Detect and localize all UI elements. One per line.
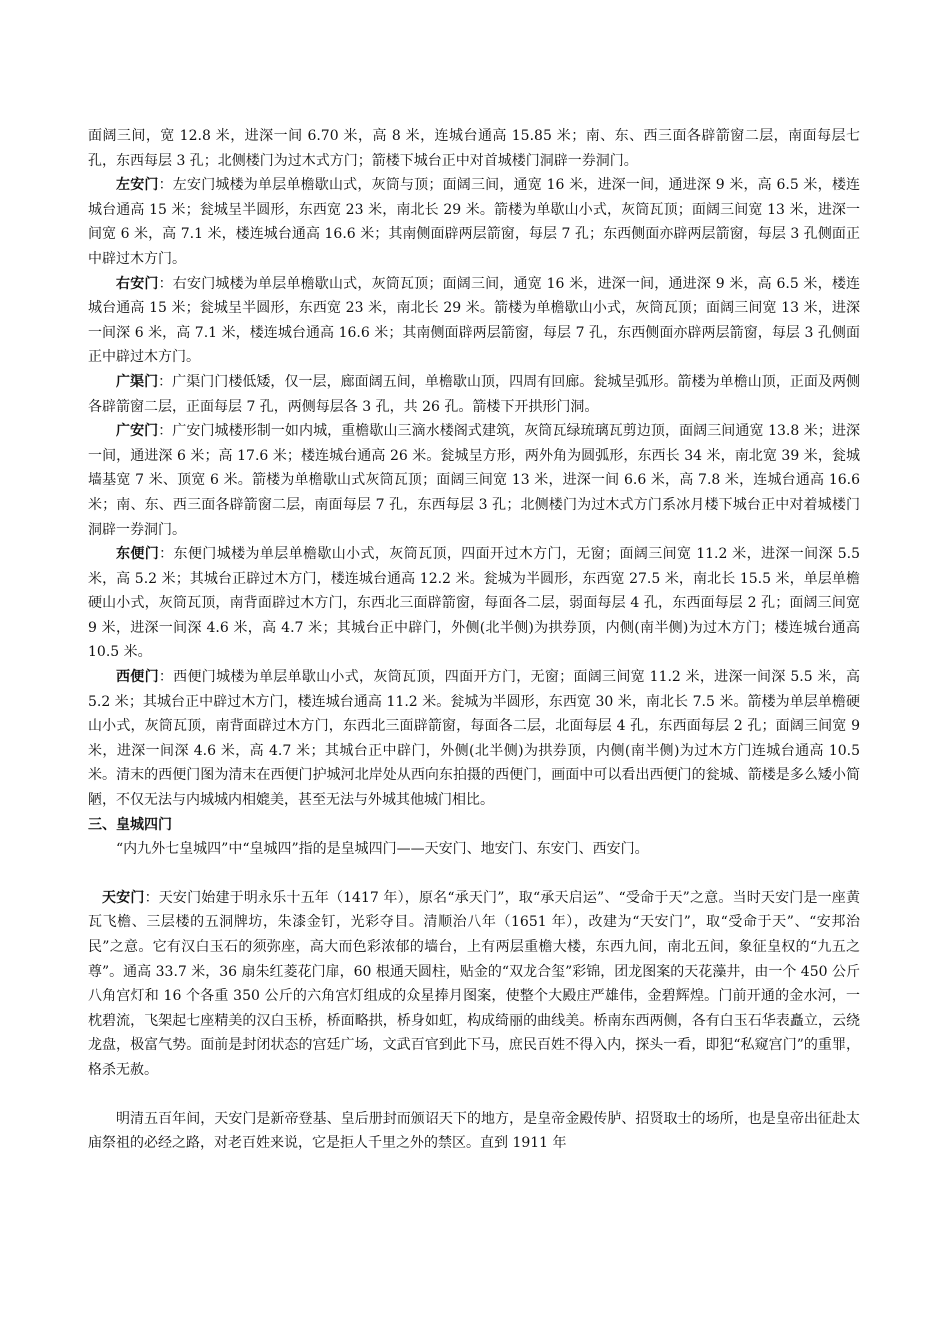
paragraph-dongbianmen [88,542,860,665]
paragraph-zuoanmen [88,173,860,271]
gate-description: ：广渠门门楼低矮，仅一层，廊面阔五间，单檐歇山顶，四周有回廊。瓮城呈弧形。箭楼为单檐山顶，正面及两侧各辟箭窗二层，正面每层 7 孔，两侧每层各 3 孔，共 26 孔。箭楼下开拱形门洞。 [88,373,861,415]
document-body [88,124,860,1156]
gate-description: ：西便门城楼为单层单歇山小式，灰筒瓦顶，四面开方门，无窗；面阔三间宽 11.2 米，进深一间深 5.5 米，高 5.2 米；其城台正中辟过木方门，楼连城台通高 11.2 米。瓮城为半圆形，东西宽 30 米，南北长 7.5 米。箭楼为单层单檐硬山小式，灰筒瓦顶，南背面辟过木方门，东西北三面辟箭窗，每面各二层，北面每层 4 孔，东西面每层 2 孔；面阔三间宽 9 米，进深一间深 4.6 米，高 4.7 米；其城台正中辟门，外侧(北半侧)为拱券顶，内侧(南半侧)为过木方门连城台通高 10.5 米。清末的西便门图为清末在西便门护城河北岸处从西向东拍摄的西便门，画面中可以看出西便门的瓮城、箭楼是多么矮小简陋，不仅无法与内城城内相媲美，甚至无法与外城其他城门相比。 [88,669,860,809]
gate-description: ：左安门城楼为单层单檐歇山式，灰筒与顶；面阔三间，通宽 16 米，进深一间，通进深 9 米，高 6.5 米，楼连城台通高 15 米；瓮城呈半圆形，东西宽 23 米，南北长 29 米。箭楼为单歇山小式，灰筒瓦顶；面阔三间宽 13 米，进深一间宽 6 米，高 7.1 米，楼连城台通高 16.6 米；其南侧面辟两层箭窗，每层 7 孔；东西侧面亦辟两层箭窗，每层 3 孔侧面正中辟过木方门。 [88,177,861,267]
gate-label: 左安门 [116,177,159,194]
paragraph-spacer [88,1083,860,1107]
paragraph-tiananmen [88,886,860,1083]
gate-label: 东便门 [116,546,160,563]
gate-description: ：右安门城楼为单层单檐歇山式，灰筒瓦顶；面阔三间，通宽 16 米，进深一间，通进深 9 米，高 6.5 米，楼连城台通高 15 米；瓮城呈半圆形，东西宽 23 米，南北长 29 米。箭楼为单檐歇山小式，灰筒瓦顶；面阔三间宽 13 米，进深一间深 6 米，高 7.1 米，楼连城台通高 16.6 米；其南侧面辟两层箭窗，每层 7 孔，东西侧面亦辟两层箭窗，每层 3 孔侧面正中辟过木方门。 [88,275,861,366]
paragraph-guangqumen [88,370,860,419]
gate-description: ：广安门城楼形制一如内城，重檐歇山三滴水楼阁式建筑，灰筒瓦绿琉璃瓦剪边顶，面阔三间通宽 13.8 米；进深一间，通进深 6 米；高 17.6 米；楼连城台通高 26 米。瓮城呈方形，两外角为圆弧形，东西长 34 米，南北宽 39 米，瓮城墙基宽 7 米、顶宽 6 米。箭楼为单檐歇山式灰筒瓦顶；面阔三间宽 13 米，进深一间 6.6 米，高 7.8 米，连城台通高 16.6 米；南、东、西三面各辟箭窗二层，南面每层 7 孔，东西每层 3 孔；北侧楼门为过木式方门系冰月楼下城台正中对着城楼门洞辟一券洞门。 [88,423,860,538]
paragraph-guanganmen [88,419,860,542]
gate-description: ：东便门城楼为单层单檐歇山小式，灰筒瓦顶，四面开过木方门，无窗；面阔三间宽 11.2 米，进深一间深 5.5 米，高 5.2 米；其城台正辟过木方门，楼连城台通高 12.2 米。瓮城为半圆形，东西宽 27.5 米，南北长 15.5 米，单层单檐硬山小式，灰筒瓦顶，南背面辟过木方门，东西北三面辟箭窗，每面各二层，弱面每层 4 孔，东西面每层 2 孔；面阔三间宽 9 米，进深一间深 4.6 米，高 4.7 米；其城台正中辟门，外侧(北半侧)为拱券顶，内侧(南半侧)为过木方门；楼连城台通高 10.5 米。 [88,546,860,661]
paragraph-imperial-gates-intro: “内九外七皇城四”中“皇城四”指的是皇城四门——天安门、地安门、东安门、西安门。 [116,841,649,858]
paragraph-youanmen [88,272,860,370]
gate-label: 右安门 [116,275,159,292]
gate-label: 广安门 [116,423,159,440]
gate-label: 西便门 [116,669,159,686]
paragraph-intro: 面阔三间，宽 12.8 米，进深一间 6.70 米，高 8 米，连城台通高 15.85 米；南、东、西三面各辟箭窗二层，南面每层七孔，东西每层 3 孔；北侧楼门为过木式方门；箭楼下城台正中对首城楼门洞辟一券洞门。 [88,128,860,169]
paragraph-tiananmen-history: 明清五百年间，天安门是新帝登基、皇后册封而颁诏天下的地方，是皇帝金殿传胪、招贤取士的场所，也是皇帝出征赴太庙祭祖的必经之路，对老百姓来说，它是拒人千里之外的禁区。直到 1911 年 [88,1110,860,1152]
gate-label: 广渠门 [116,373,159,390]
paragraph-xibianmen [88,665,860,813]
section-heading: 三、皇城四门 [88,816,172,833]
gate-description: ：天安门始建于明永乐十五年（1417 年），原名“承天门”，取“承天启运”、“受命于天”之意。当时天安门是一座黄瓦飞檐、三层楼的五洞牌坊，朱漆金钉，光彩夺目。清顺治八年（1651 年），改建为“天安门”，取“受命于天”、“安邦治民”之意。它有汉白玉石的须弥座，高大而色彩浓郁的墙台，上有两层重檐大楼，东西九间，南北五间，象征皇权的“九五之尊”。通高 33.7 米，36 扇朱红菱花门扉，60 根通天圆柱，贴金的“双龙合玺”彩锦，团龙图案的天花藻井，由一个 450 公斤八角宫灯和 16 个各重 350 公斤的六角宫灯组成的众星捧月图案，使整个大殿庄严雄伟，金碧辉煌。门前开通的金水河，一枕碧流，飞架起七座精美的汉白玉桥，桥面略拱，桥身如虹，构成绮丽的曲线美。桥南东西两侧，各有白玉石华表矗立，云绕龙盘，极富气势。面前是封闭状态的宫廷广场，文武百官到此下马，庶民百姓不得入内，探头一看，即犯“私窥宫门”的重罪，格杀无赦。 [88,889,860,1078]
paragraph-spacer [88,862,860,886]
gate-label: 天安门 [102,889,145,906]
